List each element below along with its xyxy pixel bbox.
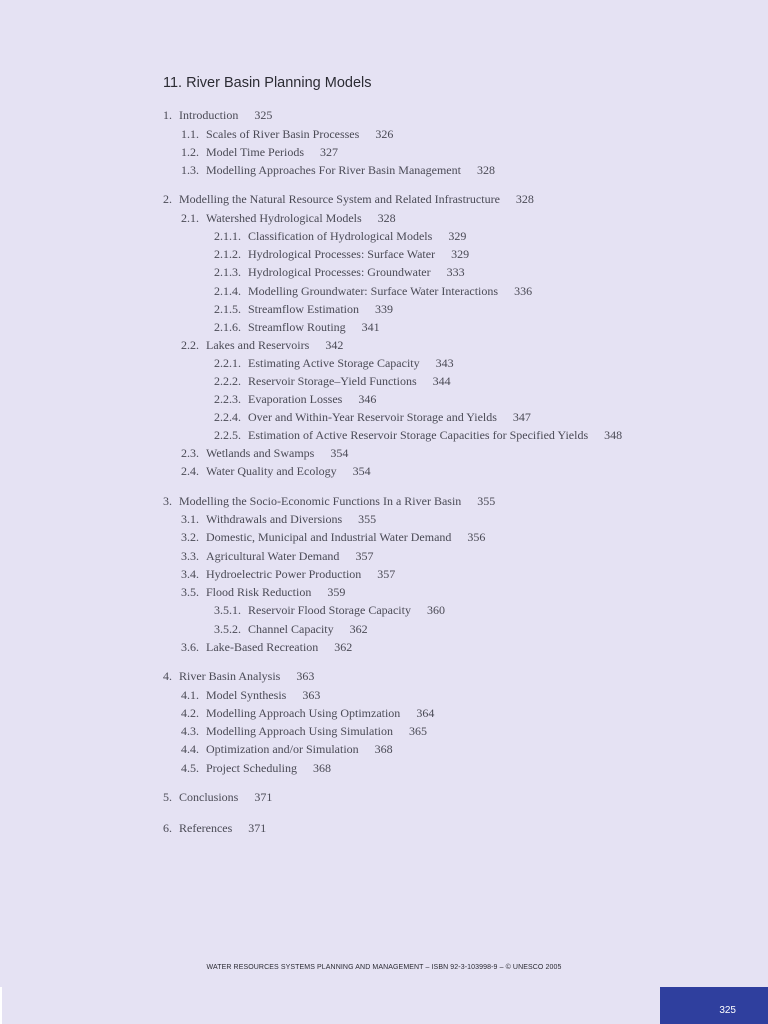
toc-entry-page: 341 <box>361 320 380 334</box>
toc-entry-title: Modelling Groundwater: Surface Water Interactions <box>248 284 499 298</box>
toc-entry <box>163 669 314 683</box>
toc-entry-page: 343 <box>435 356 454 370</box>
toc-entry <box>181 530 485 544</box>
toc-entry-page: 328 <box>515 192 534 206</box>
toc-entry-number: 1. <box>163 108 172 122</box>
toc-entry-number: 3.5. <box>181 585 199 599</box>
toc-entry-number: 2.1.1. <box>214 229 241 243</box>
toc-entry-number: 6. <box>163 821 172 835</box>
toc-entry-title: Reservoir Storage–Yield Functions <box>248 374 417 388</box>
toc-entry-title: References <box>179 821 233 835</box>
toc-entry <box>181 145 338 159</box>
toc-entry-number: 2.1. <box>181 211 199 225</box>
toc-entry-title: Modelling Approach Using Simulation <box>206 724 393 738</box>
toc-entry <box>181 127 393 141</box>
toc-entry-page: 359 <box>327 585 346 599</box>
toc-entry <box>181 688 320 702</box>
toc-entry-number: 2.3. <box>181 446 199 460</box>
toc-entry-number: 2.1.2. <box>214 247 241 261</box>
toc-entry <box>181 446 348 460</box>
toc-entry-title: Classification of Hydrological Models <box>248 229 433 243</box>
toc-entry-title: Modelling Approaches For River Basin Management <box>206 163 461 177</box>
toc-entry-title: Streamflow Estimation <box>248 302 359 316</box>
toc-entry-title: Scales of River Basin Processes <box>206 127 360 141</box>
toc-entry-title: Conclusions <box>179 790 239 804</box>
toc-entry-title: Hydrological Processes: Surface Water <box>248 247 436 261</box>
toc-entry-number: 4.3. <box>181 724 199 738</box>
toc-entry-page: 347 <box>512 410 531 424</box>
toc-entry-number: 2.1.4. <box>214 284 241 298</box>
toc-entry-page: 326 <box>375 127 394 141</box>
toc-entry-number: 4.4. <box>181 742 199 756</box>
toc-entry <box>181 724 427 738</box>
toc-entry-title: Hydroelectric Power Production <box>206 567 362 581</box>
toc-entry-title: Water Quality and Ecology <box>206 464 337 478</box>
toc-entry-number: 2. <box>163 192 172 206</box>
toc-entry <box>163 494 495 508</box>
toc-entry-title: Agricultural Water Demand <box>206 549 340 563</box>
toc-entry-number: 2.1.5. <box>214 302 241 316</box>
toc-entry-number: 3.5.1. <box>214 603 241 617</box>
toc-entry <box>181 761 331 775</box>
toc-entry-page: 365 <box>409 724 427 738</box>
toc-entry-page: 342 <box>325 338 344 352</box>
toc-entry-page: 328 <box>377 211 396 225</box>
toc-entry <box>181 640 352 654</box>
toc-entry-number: 3.3. <box>181 549 199 563</box>
toc-entry-page: 368 <box>374 742 393 756</box>
toc-entry-number: 5. <box>163 790 172 804</box>
toc-entry-title: Model Time Periods <box>206 145 305 159</box>
toc-entry-page: 354 <box>330 446 349 460</box>
toc-entry <box>181 211 396 225</box>
toc-entry-title: Channel Capacity <box>248 622 334 636</box>
toc-entry-page: 329 <box>448 229 467 243</box>
toc-entry-title: Model Synthesis <box>206 688 287 702</box>
toc-entry <box>181 567 395 581</box>
toc-entry-number: 1.3. <box>181 163 199 177</box>
toc-entry-page: 357 <box>377 567 396 581</box>
toc-entry <box>214 302 393 316</box>
toc-entry <box>214 392 376 406</box>
toc-entry <box>163 192 534 206</box>
toc-entry-number: 4. <box>163 669 172 683</box>
toc-entry-page: 363 <box>296 669 315 683</box>
toc-entry-page: 344 <box>432 374 451 388</box>
toc-entry-number: 2.2.3. <box>214 392 241 406</box>
toc-entry-page: 339 <box>374 302 393 316</box>
toc-entry <box>163 108 272 122</box>
toc-entry-number: 3. <box>163 494 172 508</box>
toc-entry-page: 363 <box>302 688 321 702</box>
toc-entry <box>181 338 343 352</box>
toc-entry <box>214 603 445 617</box>
page-number: 325 <box>719 1005 736 1016</box>
toc-entry-title: Lake-Based Recreation <box>206 640 319 654</box>
toc-entry-title: Modelling Approach Using Optimzation <box>206 706 401 720</box>
toc-entry-page: 356 <box>467 530 486 544</box>
toc-entry-number: 1.2. <box>181 145 199 159</box>
toc-entry-title: Domestic, Municipal and Industrial Water Demand <box>206 530 452 544</box>
toc-entry-title: Estimation of Active Reservoir Storage Capacities for Specified Yields <box>248 428 589 442</box>
toc-entry-number: 2.1.3. <box>214 265 241 279</box>
toc-entry <box>214 410 531 424</box>
toc-entry-page: 368 <box>312 761 331 775</box>
toc-entry-page: 354 <box>352 464 371 478</box>
toc-entry-page: 362 <box>349 622 368 636</box>
toc-entry-page: 360 <box>426 603 445 617</box>
toc-entry-number: 4.1. <box>181 688 199 702</box>
toc-entry <box>214 374 451 388</box>
toc-entry-title: Estimating Active Storage Capacity <box>248 356 420 370</box>
toc-entry <box>214 622 368 636</box>
toc-entry <box>214 284 532 298</box>
toc-entry-page: 355 <box>358 512 377 526</box>
toc-entry-number: 2.2.1. <box>214 356 241 370</box>
toc-entry-number: 2.2.2. <box>214 374 241 388</box>
toc-entry-page: 364 <box>416 706 435 720</box>
toc-entry-title: Hydrological Processes: Groundwater <box>248 265 431 279</box>
toc-entry <box>214 247 469 261</box>
toc-entry-title: Project Scheduling <box>206 761 297 775</box>
toc-entry-title: Evaporation Losses <box>248 392 343 406</box>
toc-entry-page: 325 <box>254 108 273 122</box>
toc-entry-number: 2.1.6. <box>214 320 241 334</box>
toc-entry-title: River Basin Analysis <box>179 669 281 683</box>
footer-text: WATER RESOURCES SYSTEMS PLANNING AND MANAGEMENT – ISBN 92-3-103998-9 – © UNESCO 2005 <box>206 964 562 971</box>
toc-entry <box>181 585 345 599</box>
toc-entry-page: 346 <box>358 392 377 406</box>
toc-entry-page: 328 <box>476 163 495 177</box>
toc-entry-number: 2.4. <box>181 464 199 478</box>
toc-entry-page: 362 <box>334 640 353 654</box>
toc-entry-title: Lakes and Reservoirs <box>206 338 310 352</box>
toc-entry-number: 2.2. <box>181 338 199 352</box>
toc-entry-page: 348 <box>604 428 623 442</box>
toc-entry-number: 4.2. <box>181 706 199 720</box>
toc-entry <box>214 320 380 334</box>
toc-entry <box>181 549 373 563</box>
toc-entry-page: 327 <box>320 145 339 159</box>
toc-entry-number: 3.4. <box>181 567 199 581</box>
toc-entry-title: Over and Within-Year Reservoir Storage and Yields <box>248 410 497 424</box>
chapter-title: 11. River Basin Planning Models <box>163 75 372 91</box>
toc-entry <box>181 706 434 720</box>
page-number-box <box>660 987 768 1024</box>
toc-entry <box>181 464 371 478</box>
toc-entry-title: Introduction <box>179 108 239 122</box>
toc-entry-title: Withdrawals and Diversions <box>206 512 343 526</box>
toc-entry-page: 333 <box>446 265 465 279</box>
toc-entry-number: 3.1. <box>181 512 199 526</box>
toc-entry-title: Modelling the Natural Resource System and Related Infrastructure <box>179 192 500 206</box>
toc-entry-number: 1.1. <box>181 127 199 141</box>
toc-entry-title: Flood Risk Reduction <box>206 585 312 599</box>
toc-entry <box>163 790 272 804</box>
toc-entry-page: 336 <box>514 284 533 298</box>
toc-entry-page: 371 <box>254 790 273 804</box>
toc-entry-title: Reservoir Flood Storage Capacity <box>248 603 411 617</box>
toc-entry-page: 329 <box>451 247 470 261</box>
edge-mark <box>0 987 2 1024</box>
toc-entry-title: Modelling the Socio-Economic Functions In a River Basin <box>179 494 462 508</box>
toc-entry-number: 3.6. <box>181 640 199 654</box>
toc-entry-title: Optimization and/or Simulation <box>206 742 359 756</box>
toc-entry <box>214 229 466 243</box>
toc-entry-title: Streamflow Routing <box>248 320 346 334</box>
toc-entry-number: 2.2.4. <box>214 410 241 424</box>
toc-entry <box>181 512 376 526</box>
toc-entry-number: 3.5.2. <box>214 622 241 636</box>
toc-entry <box>181 163 495 177</box>
toc-entry <box>214 428 622 442</box>
toc-entry-page: 355 <box>477 494 496 508</box>
toc-entry-number: 4.5. <box>181 761 199 775</box>
toc-entry <box>163 821 266 835</box>
toc-entry <box>214 356 454 370</box>
toc-entry <box>214 265 465 279</box>
toc-entry-page: 357 <box>355 549 374 563</box>
toc-entry <box>181 742 393 756</box>
toc-entry-number: 3.2. <box>181 530 199 544</box>
toc-entry-number: 2.2.5. <box>214 428 241 442</box>
toc-entry-page: 371 <box>248 821 267 835</box>
toc-entry-title: Watershed Hydrological Models <box>206 211 362 225</box>
toc-entry-title: Wetlands and Swamps <box>206 446 315 460</box>
